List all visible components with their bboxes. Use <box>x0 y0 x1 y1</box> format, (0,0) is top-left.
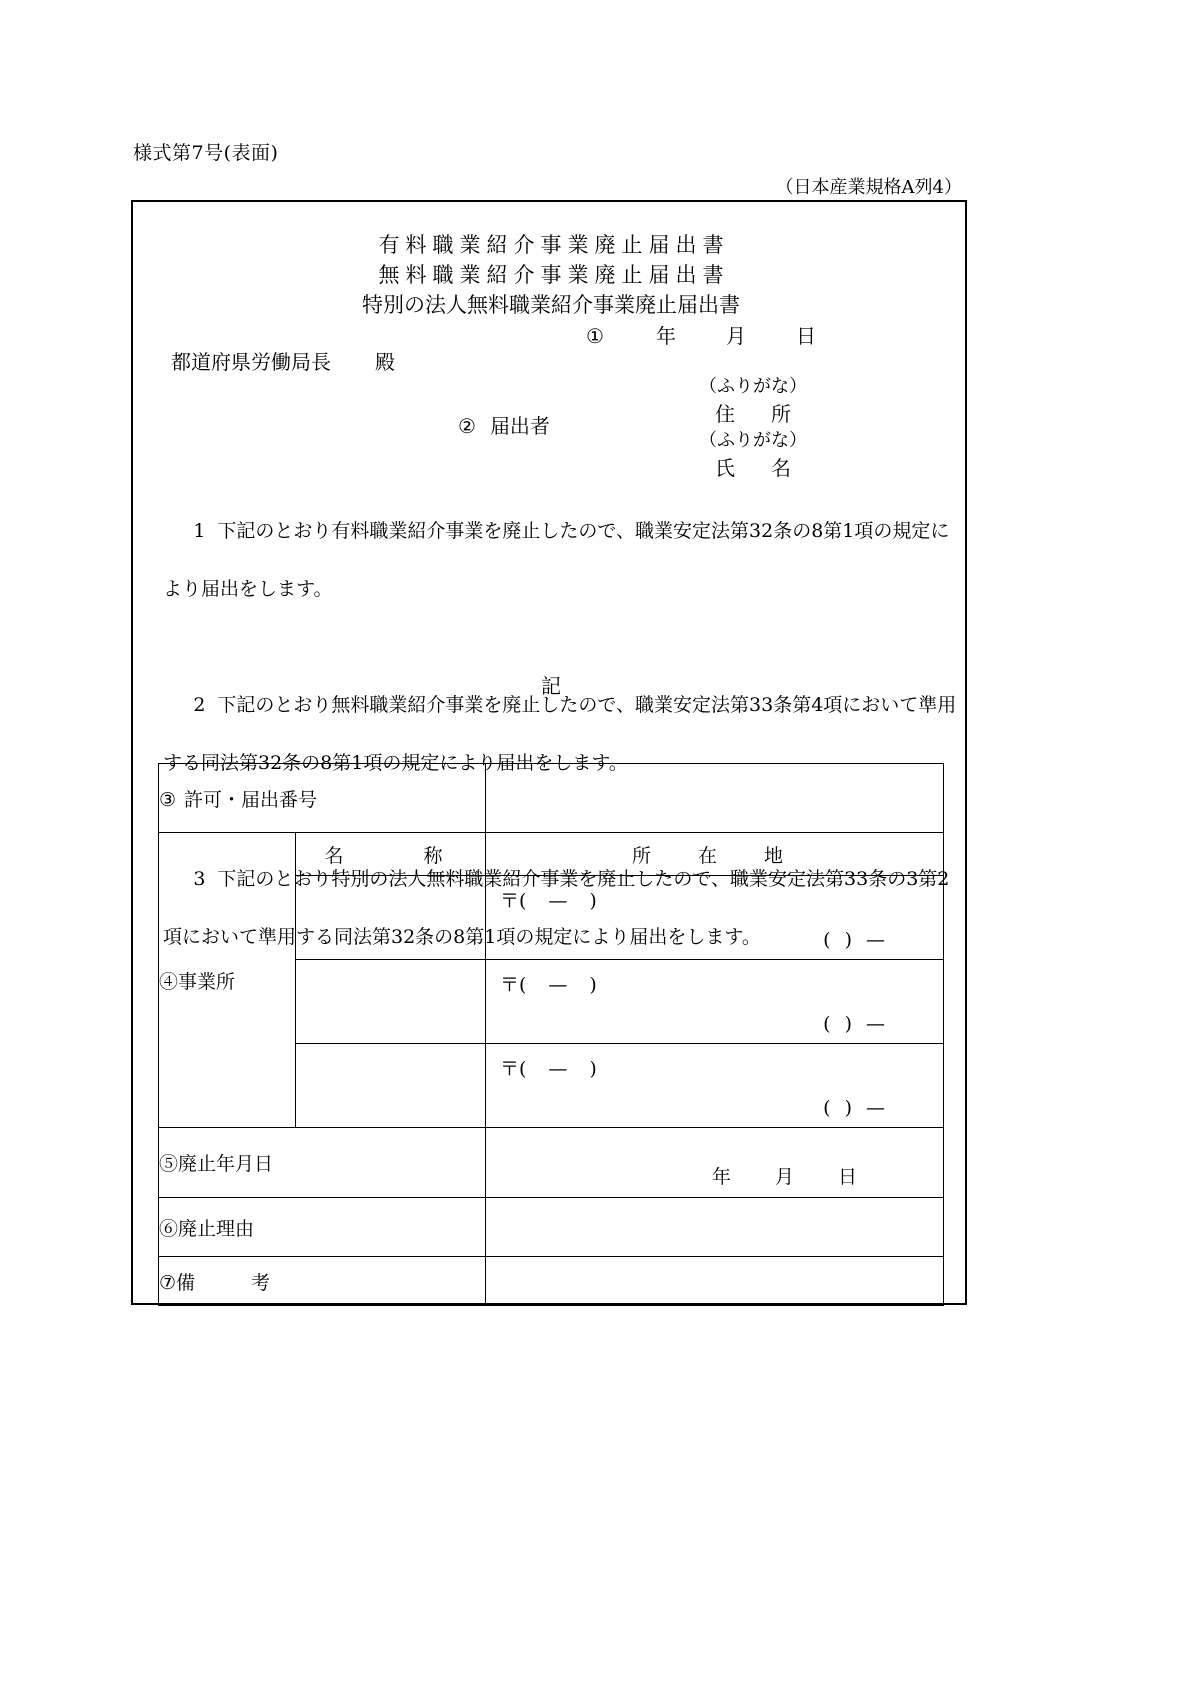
office-1-zip-dash: — <box>548 890 568 912</box>
abolition-date-label: 廃止年月日 <box>178 1153 274 1175</box>
office-1-tel-open: ( <box>823 929 831 951</box>
office-3-tel-close: ) <box>844 1097 852 1119</box>
form-frame <box>131 200 967 1305</box>
paragraph-2-line1: 下記のとおり無料職業紹介事業を廃止したので、職業安定法第33条第4項において準用 <box>217 694 957 716</box>
permit-number-label: 許可・届出番号 <box>184 788 318 811</box>
circled-number-7: ⑦ <box>159 1271 177 1294</box>
abolition-reason-label-cell <box>159 1198 486 1257</box>
form-table-wrapper <box>158 763 943 1306</box>
abolition-day-label: 日 <box>837 1166 857 1188</box>
office-3-tel-open: ( <box>823 1097 831 1119</box>
submitter-block <box>458 374 878 480</box>
office-2-zip-dash: — <box>548 974 568 996</box>
offices-col-name-header: 名 称 <box>296 833 486 876</box>
abolition-date-ymd <box>486 1128 943 1197</box>
abolition-reason-value-cell[interactable] <box>486 1198 944 1257</box>
addressee-office: 都道府県労働局長 <box>171 350 331 374</box>
office-1-zip-close: ) <box>589 890 597 912</box>
addressee-honorific: 殿 <box>375 350 395 374</box>
paragraph-3-line1: 下記のとおり特別の法人無料職業紹介事業を廃止したので、職業安定法第33条の3第2 <box>217 868 950 890</box>
office-1-tel-line <box>486 913 943 959</box>
office-3-name-cell[interactable] <box>296 1044 486 1128</box>
abolition-date-value-cell[interactable] <box>486 1128 944 1198</box>
permit-number-value-cell[interactable] <box>486 764 944 833</box>
office-3-zip-symbol: 〒( <box>500 1058 527 1080</box>
submitter-fields <box>633 374 873 482</box>
office-2-tel-open: ( <box>823 1013 831 1035</box>
remarks-value-cell[interactable] <box>486 1257 944 1306</box>
offices-col-address-header: 所 在 地 <box>486 833 944 876</box>
offices-label: 事業所 <box>178 970 236 993</box>
paragraph-1 <box>145 488 961 662</box>
office-3-zip-close: ) <box>589 1058 597 1080</box>
office-3-address-cell[interactable] <box>486 1044 944 1128</box>
office-2-zip-close: ) <box>589 974 597 996</box>
table-row-abolition-reason <box>159 1198 944 1257</box>
remarks-label-cell <box>159 1257 486 1306</box>
office-3-zip-dash: — <box>548 1058 568 1080</box>
circled-number-4: ④ <box>159 970 179 993</box>
table-row-abolition-date <box>159 1128 944 1198</box>
paragraph-1-number: 1 <box>193 520 206 542</box>
office-1-zip-symbol: 〒( <box>500 890 527 912</box>
form-table <box>158 763 944 1306</box>
abolition-month-label: 月 <box>774 1166 794 1188</box>
title-line-1: 有料職業紹介事業廃止届出書 <box>378 233 730 257</box>
date-day-label: 日 <box>795 324 816 348</box>
office-2-tel-line <box>486 997 943 1043</box>
abolition-reason-label: 廃止理由 <box>178 1217 255 1240</box>
title-line-2: 無料職業紹介事業廃止届出書 <box>378 263 730 287</box>
office-1-address-cell[interactable] <box>486 876 944 960</box>
circled-number-3: ③ <box>159 788 177 811</box>
office-3-tel-line <box>486 1081 943 1127</box>
table-row-permit-number <box>159 764 944 833</box>
furigana-label-address: （ふりがな） <box>699 376 807 397</box>
circled-number-6: ⑥ <box>159 1217 179 1240</box>
date-year-label: 年 <box>655 324 676 348</box>
submitter-name-label: 氏 名 <box>715 456 799 480</box>
title-block <box>133 230 969 320</box>
permit-number-label-cell <box>159 764 486 833</box>
office-1-zip-line <box>486 876 943 913</box>
date-month-label: 月 <box>725 324 746 348</box>
office-3-tel-dash: — <box>866 1097 885 1119</box>
submitter-address-label: 住 所 <box>715 402 799 426</box>
submitter-label: 届出者 <box>489 414 550 438</box>
paragraph-2-line2: する同法第32条の8第1項の規定により届出をします。 <box>163 752 628 774</box>
offices-label-cell <box>159 833 296 1128</box>
office-2-tel-dash: — <box>866 1013 885 1035</box>
furigana-label-name: （ふりがな） <box>699 430 807 451</box>
circled-number-5: ⑤ <box>159 1153 179 1175</box>
paragraph-1-line1: 下記のとおり有料職業紹介事業を廃止したので、職業安定法第32条の8第1項の規定に <box>217 520 950 542</box>
table-row-remarks <box>159 1257 944 1306</box>
addressee-line <box>171 346 395 375</box>
title-line-3: 特別の法人無料職業紹介事業廃止届出書 <box>362 293 740 317</box>
submission-date-row <box>133 320 969 349</box>
office-2-tel-close: ) <box>844 1013 852 1035</box>
circled-number-2: ② <box>458 414 476 438</box>
office-1-tel-close: ) <box>844 929 852 951</box>
office-3-zip-line <box>486 1044 943 1081</box>
office-2-zip-symbol: 〒( <box>500 974 527 996</box>
submitter-label-group <box>458 410 550 439</box>
paragraph-3-line2: 項において準用する同法第32条の8第1項の規定により届出をします。 <box>163 926 761 948</box>
office-1-tel-dash: — <box>866 929 885 951</box>
abolition-date-label-cell <box>159 1128 486 1198</box>
paper-standard-note: （日本産業規格A列4） <box>775 177 962 198</box>
office-2-zip-line <box>486 960 943 997</box>
abolition-year-label: 年 <box>711 1166 731 1188</box>
ki-marker: 記 <box>541 674 561 698</box>
remarks-label: 備 考 <box>176 1271 277 1294</box>
office-1-name-cell[interactable] <box>296 876 486 960</box>
paragraph-3-number: 3 <box>193 868 206 890</box>
paragraph-2-number: 2 <box>193 694 206 716</box>
office-2-address-cell[interactable] <box>486 960 944 1044</box>
paragraph-1-line2: より届出をします。 <box>163 578 333 600</box>
circled-number-1: ① <box>586 324 604 348</box>
office-2-name-cell[interactable] <box>296 960 486 1044</box>
form-number: 様式第7号(表面) <box>133 142 279 164</box>
table-row-office-headers <box>159 833 944 876</box>
